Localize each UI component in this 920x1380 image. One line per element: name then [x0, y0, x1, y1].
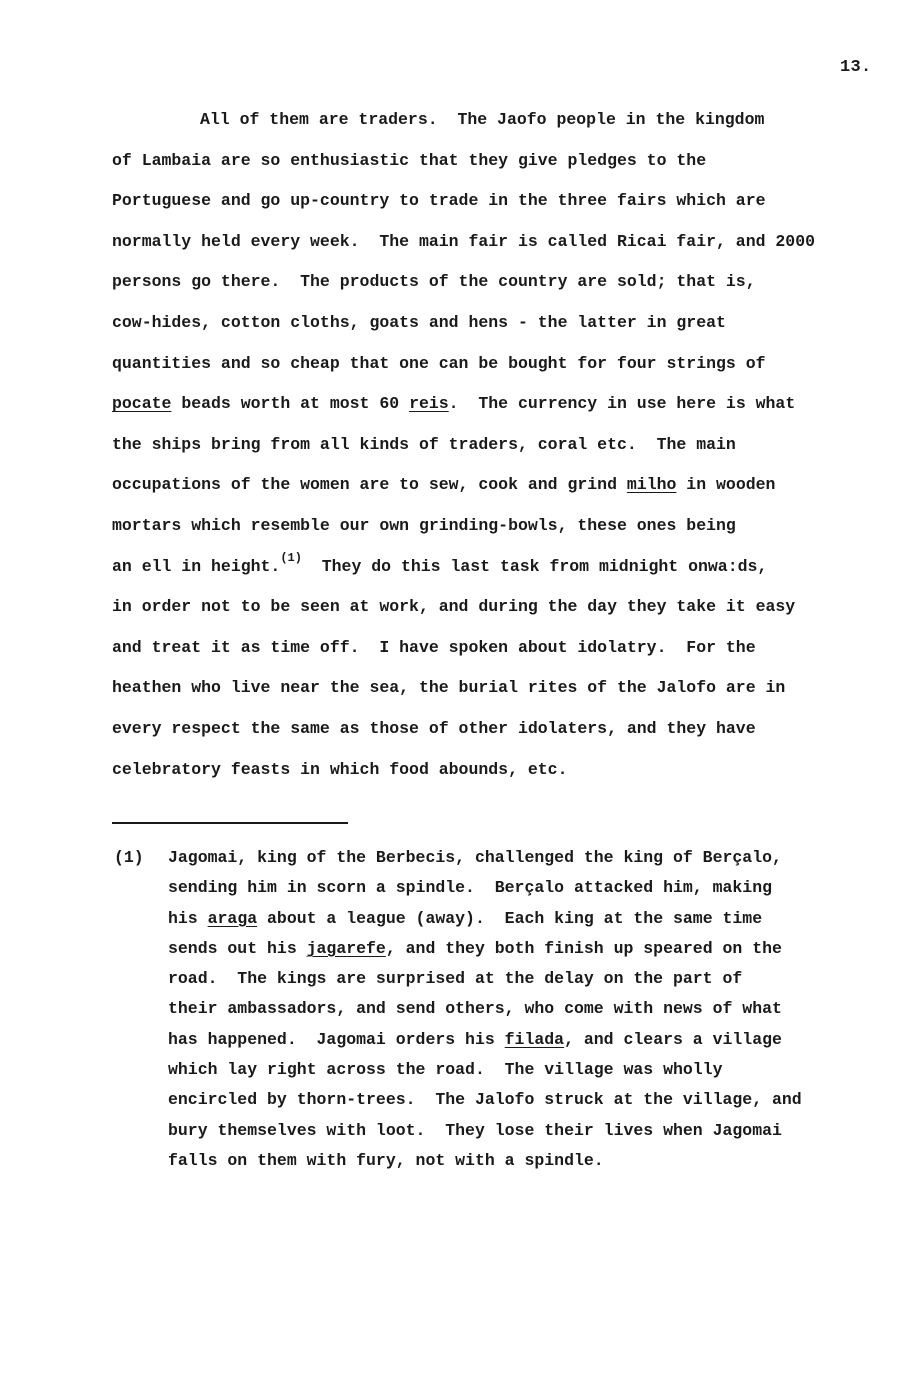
footnote-line: Jagomai, king of the Berbecis, challenged the king of Berçalo, — [168, 848, 782, 867]
text-segment: They do this last task from midnight onwa:ds, — [301, 556, 768, 576]
footnote-line — [168, 934, 908, 964]
text-line — [112, 465, 912, 506]
text-line: in order not to be seen at work, and during the day they take it easy — [112, 597, 796, 617]
footnote-marker: (1) — [114, 848, 144, 867]
underlined-term: pocate — [112, 394, 172, 414]
text-segment: has happened. Jagomai orders his — [168, 1029, 505, 1049]
footnote-line — [168, 1025, 908, 1055]
text-segment: . The currency in use here is what — [448, 394, 796, 414]
text-line — [112, 547, 912, 588]
footnote-line: their ambassadors, and send others, who come with news of what — [168, 999, 782, 1019]
text-line: persons go there. The products of the country are sold; that is, — [112, 272, 756, 292]
text-line: heathen who live near the sea, the burial rites of the Jalofo are in — [112, 678, 786, 698]
text-line: and treat it as time off. I have spoken about idolatry. For the — [112, 637, 756, 657]
text-line: mortars which resemble our own grinding-bowls, these ones being — [112, 515, 736, 535]
footnote-line: sending him in scorn a spindle. Berçalo attacked him, making — [168, 878, 772, 898]
text-line: every respect the same as those of other idolaters, and they have — [112, 718, 756, 738]
footnote-line: road. The kings are surprised at the delay on the part of — [168, 969, 743, 989]
text-line: quantities and so cheap that one can be bought for four strings of — [112, 353, 766, 373]
text-segment: about a league (away). Each king at the same time — [257, 908, 763, 928]
text-line: All of them are traders. The Jaofo people in the kingdom — [200, 110, 765, 129]
text-segment: an ell in height. — [112, 556, 281, 576]
page-number: 13. — [840, 58, 872, 77]
underlined-term: jagarefe — [306, 938, 386, 958]
underlined-term: filada — [504, 1029, 565, 1049]
footnote-line: which lay right across the road. The village was wholly — [168, 1060, 723, 1080]
text-segment: , and clears a village — [564, 1029, 782, 1049]
text-segment: his — [168, 908, 208, 928]
text-line: celebratory feasts in which food abounds, etc. — [112, 759, 568, 779]
body-paragraph — [112, 100, 912, 790]
underlined-term: milho — [626, 475, 677, 495]
text-segment: in wooden — [676, 475, 776, 495]
text-segment: beads worth at most 60 — [171, 394, 410, 414]
text-line: of Lambaia are so enthusiastic that they give pledges to the — [112, 150, 707, 170]
footnote-reference: (1) — [280, 550, 302, 565]
text-line: Portuguese and go up-country to trade in the three fairs which are — [112, 191, 766, 211]
footnote-line: falls on them with fury, not with a spindle. — [168, 1150, 604, 1170]
text-line: cow-hides, cotton cloths, goats and hens - the latter in great — [112, 312, 726, 332]
footnote-line — [168, 904, 908, 934]
footnote-divider — [112, 822, 348, 824]
footnote-line: bury themselves with loot. They lose their lives when Jagomai — [168, 1120, 782, 1140]
text-segment: , and they both finish up speared on the — [385, 938, 782, 958]
underlined-term: araga — [207, 908, 258, 928]
text-line — [112, 384, 912, 425]
footnote-text — [168, 843, 908, 1176]
underlined-term: reis — [409, 394, 449, 414]
text-segment: occupations of the women are to sew, cook and grind — [112, 475, 627, 495]
text-line: normally held every week. The main fair is called Ricai fair, and 2000 — [112, 231, 816, 251]
text-line: the ships bring from all kinds of traders, coral etc. The main — [112, 434, 736, 454]
text-segment: sends out his — [168, 938, 307, 958]
footnote-line: encircled by thorn-trees. The Jalofo struck at the village, and — [168, 1090, 802, 1110]
